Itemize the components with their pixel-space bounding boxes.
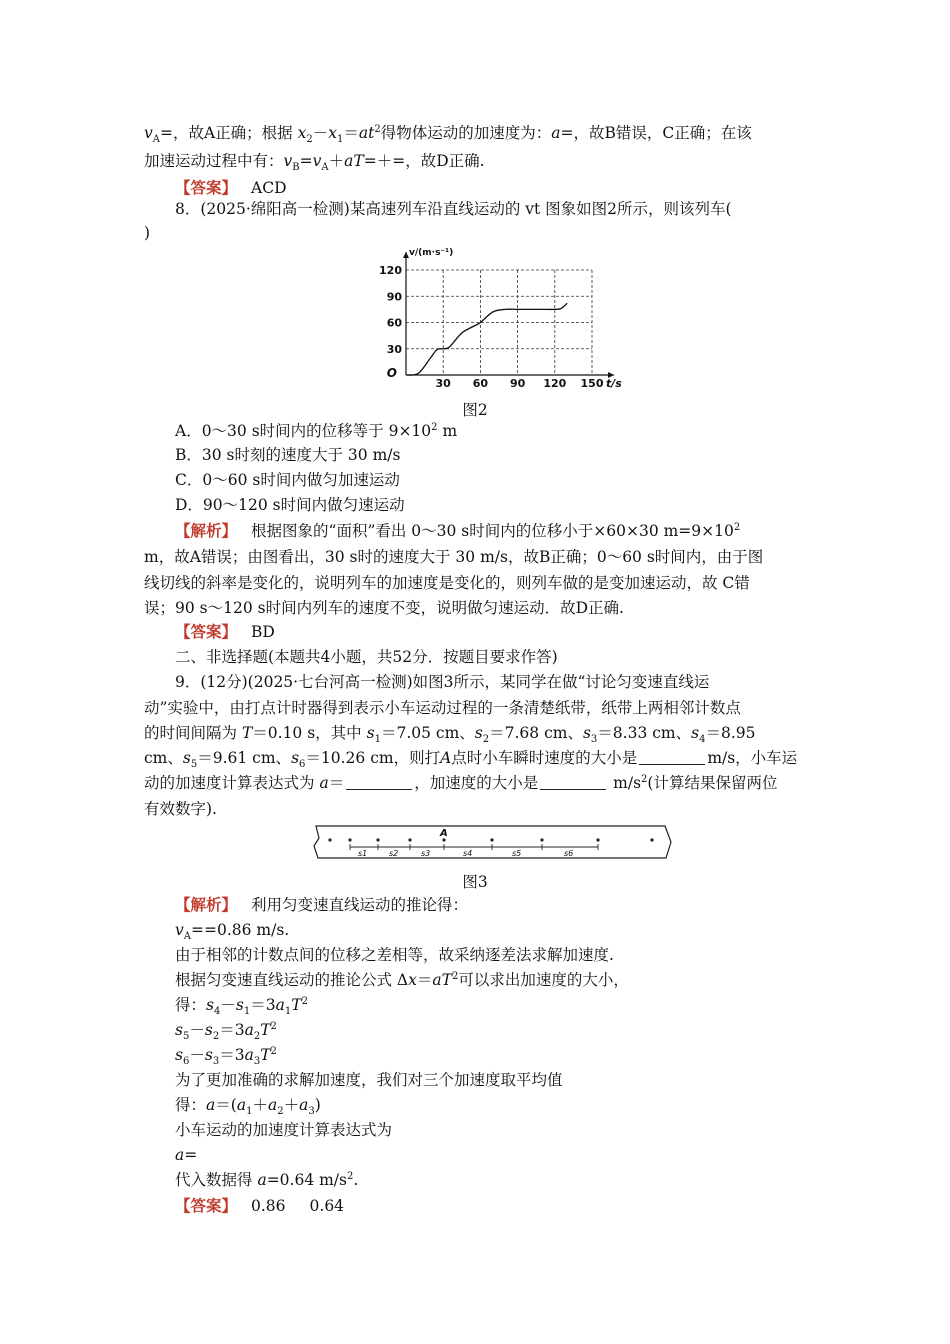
x-tick-label: 60	[472, 377, 489, 390]
q9-analysis-12: 代入数据得 a=0.64 $m/s^2$.	[175, 1170, 359, 1189]
q8-analysis-2: m，故A错误；由图看出，30 s时的速度大于 30 m/s，故B正确；0～60 s时间内，由于图	[144, 548, 764, 566]
q8-option-a: A．0～30 s时间内的位移等于 $9\times 10^2$ m	[175, 421, 458, 440]
series-line-v	[406, 303, 567, 375]
q8-option-d: D．90～120 s时间内做匀速运动	[175, 496, 405, 514]
q8-analysis-4: 误；90 s～120 s时间内列车的速度不变，说明做匀速运动．故D正确.	[144, 599, 624, 617]
q8-analysis-1: 【解析】 根据图象的“面积”看出 0～30 s时间内的位移小于×60×30 $m=9\times 10^2$	[175, 521, 741, 540]
q9-answer: 【答案】 0.86 0.64	[175, 1196, 345, 1215]
q9-analysis-5: 得：$s_4-s_1=3a_1T^2$	[175, 995, 308, 1018]
paper-tape-figure	[310, 822, 672, 864]
q9-line-3: 的时间间隔为 T＝0.10 s，其中 $s_1=7.05$ cm、$s_2=7.68$ cm、$s_3=8.33$ cm、$s_4=8.95$	[144, 724, 756, 746]
analysis-tag: 【解析】	[175, 521, 238, 540]
q9-line-4: cm、$s_5=9.61$ cm、$s_6=10.26$ cm，则打A点时小车瞬时速度的大小是 m/s，小车运	[144, 749, 798, 771]
y-tick-label: 120	[379, 264, 402, 277]
tape-label-s2: s2	[389, 849, 399, 858]
vt-chart	[379, 245, 622, 395]
q8-analysis-3: 线切线的斜率是变化的，说明列车的加速度是变化的，则列车做的是变加速运动，故 C错	[144, 574, 750, 592]
x-tick-label: 30	[435, 377, 451, 390]
q7-line-2: 加速运动过程中有：$v_B=v_A+aT=+=$，故D正确.	[144, 152, 485, 174]
y-axis-label: v/(m·s⁻¹)	[409, 248, 454, 258]
q8-stem-end: )	[144, 224, 151, 242]
tape-dot	[650, 838, 653, 841]
q9-analysis-2: $v_A==0.86$ m/s.	[175, 921, 290, 943]
answer-tag: 【答案】	[175, 178, 238, 197]
tape-outline	[314, 826, 671, 858]
q9-analysis-10: 小车运动的加速度计算表达式为	[175, 1121, 393, 1139]
q9-analysis-11: a=	[175, 1146, 198, 1164]
answer-blank-acceleration[interactable]	[540, 775, 606, 790]
answer-blank-expression[interactable]	[346, 775, 412, 790]
tape-dot	[490, 838, 493, 841]
answer-tag: 【答案】	[175, 1196, 238, 1215]
y-tick-label: 60	[386, 316, 402, 330]
x-tick-label: 90	[509, 377, 526, 390]
q8-stem: 8．(2025·绵阳高一检测)某高速列车沿直线运动的 vt 图象如图2所示，则该列车(	[175, 200, 732, 218]
q9-line-5: 动的加速度计算表达式为 a＝ ，加速度的大小是 $m/s^2$(计算结果保留两位	[144, 773, 778, 792]
q8-option-c: C．0～60 s时间内做匀加速运动	[175, 471, 400, 489]
q9-analysis-7: $s_6-s_3=3a_3T^2$	[175, 1045, 277, 1068]
tape-dot	[408, 838, 411, 841]
q7-answer: 【答案】 ACD	[175, 178, 287, 197]
q9-analysis-8: 为了更加准确的求解加速度，我们对三个加速度取平均值	[175, 1071, 563, 1089]
tape-label-s1: s1	[358, 849, 368, 858]
q7-line-1: $v_A=$，故A正确；根据 $x_2-x_1=at^2$得物体运动的加速度为：a=，故B错误，C正确；在该	[144, 123, 752, 146]
y-tick-label: 30	[386, 342, 402, 356]
y-tick-label: 90	[386, 290, 402, 304]
tape-label-a: A	[440, 828, 448, 839]
x-tick-label: 150	[580, 377, 604, 390]
tape-label-s4: s4	[463, 849, 473, 858]
tape-label-s3: s3	[421, 849, 431, 858]
q9-analysis-9: 得：$a=(a_1+a_2+a_3)$	[175, 1096, 321, 1118]
answer-blank-velocity[interactable]	[639, 750, 705, 765]
section-2-heading: 二、非选择题(本题共4小题，共52分．按题目要求作答)	[175, 648, 558, 666]
q9-analysis-3: 由于相邻的计数点间的位移之差相等，故采纳逐差法求解加速度.	[175, 946, 614, 964]
tape-dot	[596, 838, 599, 841]
figure-2-caption: 图2	[462, 401, 488, 419]
tape-label-s6: s6	[564, 849, 574, 858]
q8-answer: 【答案】 BD	[175, 622, 275, 641]
origin-label: O	[386, 366, 397, 380]
figure-3-caption: 图3	[462, 873, 488, 891]
q9-analysis-6: $s_5-s_2=3a_2T^2$	[175, 1020, 277, 1043]
tape-label-s5: s5	[512, 849, 522, 858]
q9-analysis-1: 【解析】 利用匀变速直线运动的推论得：	[175, 895, 469, 914]
tape-dot	[328, 838, 331, 841]
q9-analysis-4: 根据匀变速直线运动的推论公式 $\Delta x=aT^2$可以求出加速度的大小，	[175, 970, 629, 989]
q9-line-1: 9．(12分)(2025·七台河高一检测)如图3所示，某同学在做“讨论匀变速直线运	[175, 673, 710, 691]
q8-option-b: B．30 s时刻的速度大于 30 m/s	[175, 446, 401, 464]
tape-dot	[540, 838, 543, 841]
answer-tag: 【答案】	[175, 622, 238, 641]
q9-line-2: 动”实验中，由打点计时器得到表示小车运动过程的一条清楚纸带，纸带上两相邻计数点	[144, 699, 741, 717]
x-tick-label: 120	[543, 377, 567, 390]
x-axis-label: t/s	[606, 377, 622, 390]
tape-dot	[376, 838, 379, 841]
analysis-tag: 【解析】	[175, 895, 238, 914]
q9-line-6: 有效数字).	[144, 800, 217, 818]
tape-dot	[348, 838, 351, 841]
